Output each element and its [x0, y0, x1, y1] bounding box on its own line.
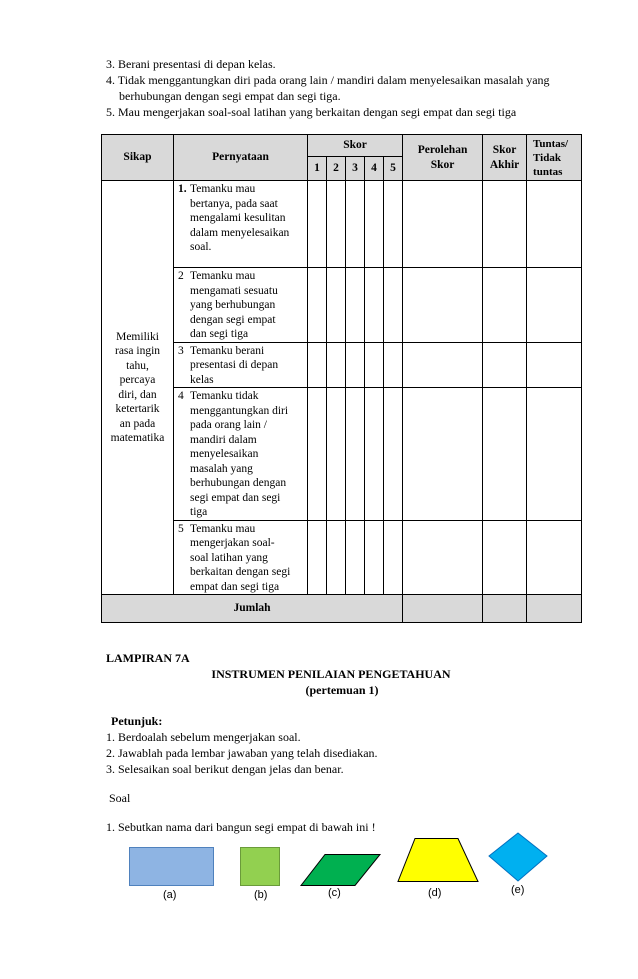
header-perolehan-skor: Perolehan Skor [403, 135, 483, 181]
score-cell[interactable] [308, 520, 327, 595]
score-cell[interactable] [365, 520, 384, 595]
score-cell[interactable] [327, 342, 346, 388]
statement-number: 2 [178, 270, 184, 282]
perolehan-cell[interactable] [403, 388, 483, 521]
petunjuk-item-3: 3. Selesaikan soal berikut dengan jelas dan benar. [106, 762, 344, 776]
petunjuk-item-2: 2. Jawablah pada lembar jawaban yang telah disediakan. [106, 746, 378, 760]
akhir-cell[interactable] [483, 268, 527, 343]
quadrilateral-figures [0, 830, 638, 910]
score-cell[interactable] [327, 268, 346, 343]
score-cell[interactable] [365, 268, 384, 343]
header-pernyataan: Pernyataan [174, 135, 308, 181]
intro-item-5: 5. Mau mengerjakan soal-soal latihan yang berkaitan dengan segi empat dan segi tiga [106, 105, 517, 119]
statement-text: Temanku tidak menggantungkan diri pada orang lain / mandiri dalam menyelesaikan masalah yang berhubungan dengan segi empat dan segi tiga [190, 390, 289, 518]
statement-text: Temanku mau mengamati sesuatu yang berhubungan dengan segi empat dan segi tiga [190, 270, 278, 340]
score-cell[interactable] [308, 268, 327, 343]
attitude-table [101, 134, 582, 623]
score-cell[interactable] [384, 520, 403, 595]
akhir-cell[interactable] [483, 388, 527, 521]
score-cell[interactable] [365, 388, 384, 521]
score-cell[interactable] [327, 520, 346, 595]
perolehan-cell[interactable] [403, 520, 483, 595]
shape-label-b: (b) [254, 889, 268, 901]
akhir-cell[interactable] [483, 181, 527, 268]
header-tuntas: Tuntas/ Tidak tuntas [527, 135, 582, 181]
tuntas-cell[interactable] [527, 388, 582, 521]
score-cell[interactable] [346, 181, 365, 268]
shape-label-a: (a) [163, 889, 177, 901]
score-cell[interactable] [346, 388, 365, 521]
header-skor-2: 2 [327, 157, 346, 181]
score-cell[interactable] [308, 388, 327, 521]
statement-number: 3 [178, 344, 184, 357]
score-cell[interactable] [308, 342, 327, 388]
intro-item-3: 3. Berani presentasi di depan kelas. [106, 57, 276, 71]
akhir-cell[interactable] [483, 520, 527, 595]
shape-label-c: (c) [328, 887, 341, 899]
jumlah-label: Jumlah [102, 595, 403, 623]
intro-item-4: 4. Tidak menggantungkan diri pada orang lain / mandiri dalam menyelesaikan masalah yang [106, 73, 550, 87]
question-1: 1. Sebutkan nama dari bangun segi empat di bawah ini ! [106, 820, 376, 834]
score-cell[interactable] [346, 342, 365, 388]
score-cell[interactable] [346, 520, 365, 595]
header-skor-1: 1 [308, 157, 327, 181]
score-cell[interactable] [384, 268, 403, 343]
score-cell[interactable] [365, 181, 384, 268]
jumlah-tuntas-cell[interactable] [527, 595, 582, 623]
parallelogram-shape [301, 855, 380, 886]
sikap-cell: Memiliki rasa ingin tahu, percaya diri, dan ketertarik an pada matematika [102, 181, 174, 595]
score-cell[interactable] [365, 342, 384, 388]
header-skor-4: 4 [365, 157, 384, 181]
tuntas-cell[interactable] [527, 181, 582, 268]
header-skor-3: 3 [346, 157, 365, 181]
petunjuk-label: Petunjuk: [111, 714, 163, 728]
statement-number: 5 [178, 522, 184, 535]
shape-label-d: (d) [428, 887, 442, 899]
tuntas-cell[interactable] [527, 342, 582, 388]
header-skor: Skor [308, 135, 403, 157]
statement-number: 1. [178, 183, 187, 195]
score-cell[interactable] [308, 181, 327, 268]
statement-4 [174, 388, 308, 521]
header-skor-5: 5 [384, 157, 403, 181]
intro-item-4-cont: berhubungan dengan segi empat dan segi tiga. [119, 89, 341, 103]
statement-1 [174, 181, 308, 268]
perolehan-cell[interactable] [403, 268, 483, 343]
statement-5 [174, 520, 308, 595]
jumlah-akhir-cell[interactable] [483, 595, 527, 623]
statement-text: Temanku berani presentasi di depan kelas [190, 344, 279, 386]
tuntas-cell[interactable] [527, 520, 582, 595]
header-sikap: Sikap [102, 135, 174, 181]
statement-3 [174, 342, 308, 388]
page-title: INSTRUMEN PENILAIAN PENGETAHUAN [211, 667, 451, 681]
petunjuk-item-1: 1. Berdoalah sebelum mengerjakan soal. [106, 730, 301, 744]
perolehan-cell[interactable] [403, 181, 483, 268]
score-cell[interactable] [327, 181, 346, 268]
rhombus-shape [489, 833, 547, 881]
header-skor-akhir: Skor Akhir [483, 135, 527, 181]
score-cell[interactable] [384, 388, 403, 521]
score-cell[interactable] [346, 268, 365, 343]
score-cell[interactable] [327, 388, 346, 521]
perolehan-cell[interactable] [403, 342, 483, 388]
statement-number: 4 [178, 390, 184, 402]
score-cell[interactable] [384, 181, 403, 268]
trapezoid-shape [398, 839, 478, 882]
lampiran-label: LAMPIRAN 7A [106, 651, 190, 665]
shape-label-e: (e) [511, 884, 525, 896]
jumlah-perolehan-cell[interactable] [403, 595, 483, 623]
soal-label: Soal [109, 791, 131, 805]
statement-text: Temanku mau bertanya, pada saat mengalami kesulitan dalam menyelesaikan soal. [190, 183, 290, 253]
score-cell[interactable] [384, 342, 403, 388]
akhir-cell[interactable] [483, 342, 527, 388]
statement-text: Temanku mau mengerjakan soal- soal latihan yang berkaitan dengan segi empat dan segi tiga [190, 522, 291, 593]
statement-2 [174, 268, 308, 343]
rectangle-shape [130, 848, 214, 886]
square-shape [241, 848, 280, 886]
page-subtitle: (pertemuan 1) [305, 683, 379, 697]
tuntas-cell[interactable] [527, 268, 582, 343]
